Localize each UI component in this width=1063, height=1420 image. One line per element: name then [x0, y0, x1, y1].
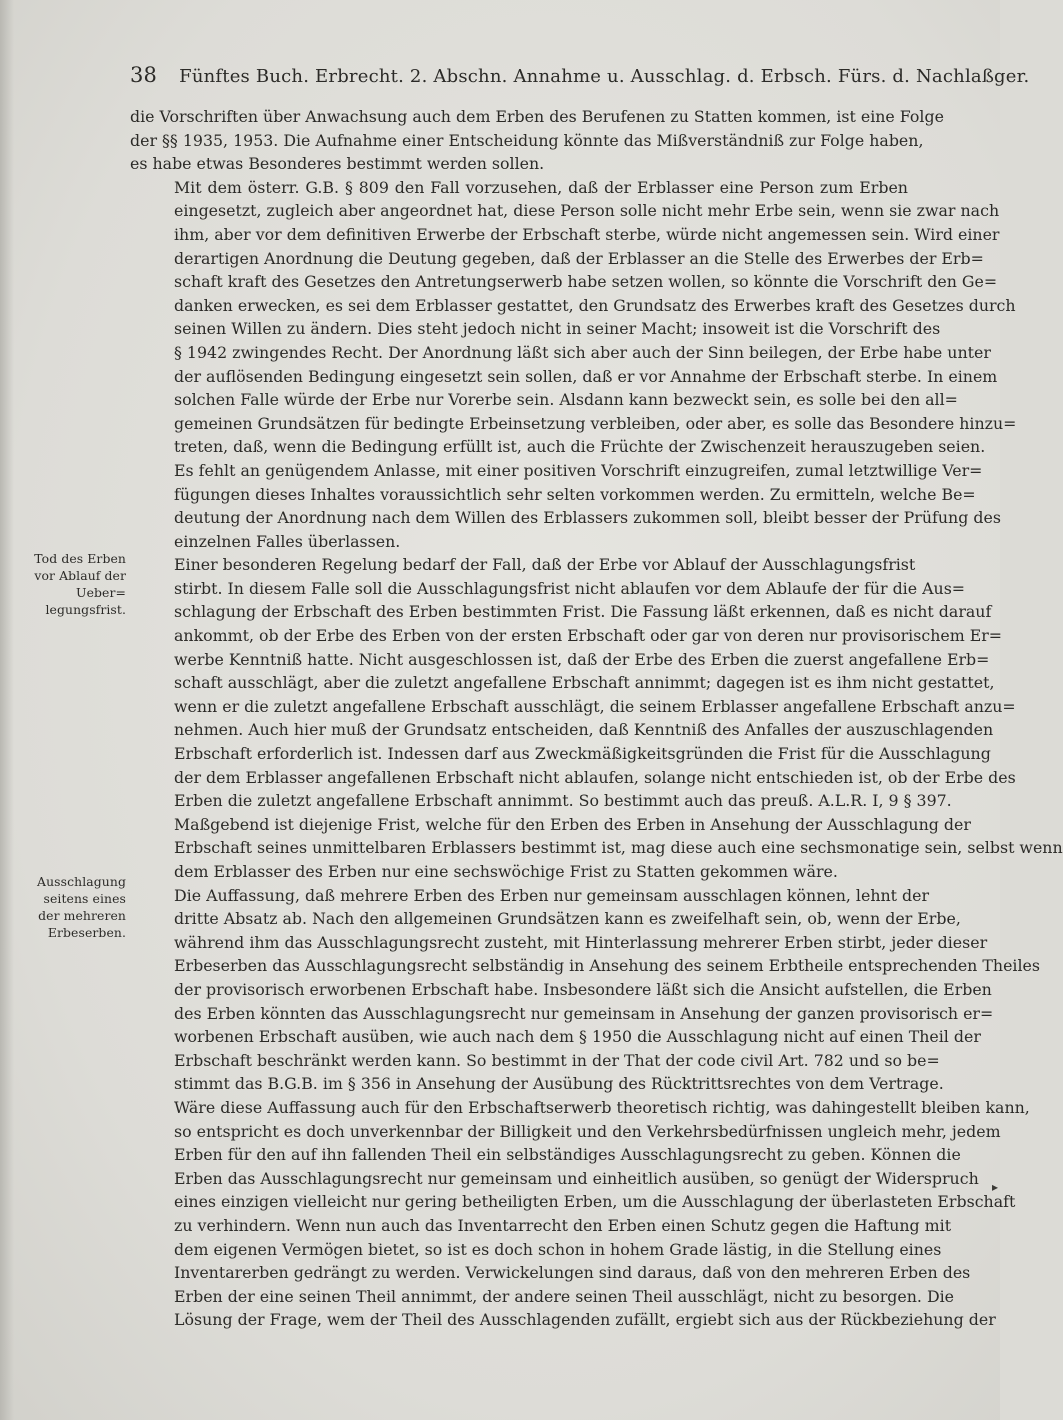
text-line: § 1942 zwingendes Recht. Der Anordnung läßt sich aber auch der Sinn beilegen, der Erbe habe unter	[174, 342, 991, 362]
text-line: Erbeserben das Ausschlagungsrecht selbständig in Ansehung des seinem Erbtheile entsprechenden Theiles	[174, 956, 1040, 976]
text-line: des Erben könnten das Ausschlagungsrecht nur gemeinsam in Ansehung der ganzen provisorisch er=	[174, 1003, 994, 1023]
text-line: Es fehlt an genügendem Anlasse, mit einer positiven Vorschrift einzugreifen, zumal letztwillige Ver=	[174, 460, 983, 480]
text-line: Erbschaft erforderlich ist. Indessen darf aus Zweckmäßigkeitsgründen die Frist für die Ausschlagung	[174, 744, 991, 764]
text-line: schlagung der Erbschaft des Erben bestimmten Frist. Die Fassung läßt erkennen, daß es nicht darauf	[174, 602, 992, 622]
text-line: der §§ 1935, 1953. Die Aufnahme einer Entscheidung könnte das Mißverständniß zur Folge haben,	[130, 130, 924, 150]
text-line: so entspricht es doch unverkennbar der Billigkeit und den Verkehrsbedürfnissen ungleich mehr, jedem	[174, 1121, 1001, 1141]
text-line: stirbt. In diesem Falle soll die Ausschlagungsfrist nicht ablaufen vor dem Ablaufe der für die Aus=	[174, 578, 966, 598]
margin-note-line: seitens eines	[43, 891, 126, 906]
text-line: treten, daß, wenn die Bedingung erfüllt ist, auch die Früchte der Zwischenzeit herauszugeben seien.	[174, 437, 986, 457]
text-line: wenn er die zuletzt angefallene Erbschaft ausschlägt, die seinem Erblasser angefallene Erbschaft anzu=	[174, 696, 1016, 716]
running-title: Fünftes Buch. Erbrecht. 2. Abschn. Annahme u. Ausschlag. d. Erbsch. Fürs. d. Nachlaßger.	[179, 66, 1030, 87]
text-line: Mit dem österr. G.B. § 809 den Fall vorzusehen, daß der Erblasser eine Person zum Erben	[174, 177, 908, 197]
paragraph	[130, 553, 1063, 883]
text-line: Inventarerben gedrängt zu werden. Verwickelungen sind daraus, daß von den mehreren Erben des	[174, 1263, 971, 1283]
text-line: Einer besonderen Regelung bedarf der Fall, daß der Erbe vor Ablauf der Ausschlagungsfrist	[174, 555, 916, 575]
margin-note-line: vor Ablauf der	[34, 568, 126, 583]
page-number: 38	[130, 63, 158, 87]
text-line: der provisorisch erworbenen Erbschaft habe. Insbesondere läßt sich die Ansicht aufstellen, die Erben	[174, 979, 992, 999]
text-line: Wäre diese Auffassung auch für den Erbschaftserwerb theoretisch richtig, was dahingestellt bleiben kann,	[174, 1097, 1030, 1117]
text-line: Erben das Ausschlagungsrecht nur gemeinsam und einheitlich ausüben, so genügt der Widerspruch	[174, 1168, 979, 1188]
text-line: danken erwecken, es sei dem Erblasser gestattet, den Grundsatz des Erwerbes kraft des Gesetzes durch	[174, 295, 1016, 315]
margin-note-line: Tod des Erben	[34, 551, 126, 566]
paragraph	[130, 105, 944, 176]
text-line: zu verhindern. Wenn nun auch das Inventarrecht den Erben einen Schutz gegen die Haftung mit	[174, 1215, 952, 1235]
text-line: Lösung der Frage, wem der Theil des Ausschlagenden zufällt, ergiebt sich aus der Rückbeziehung der	[174, 1310, 996, 1330]
text-line: Erbschaft beschränkt werden kann. So bestimmt in der That der code civil Art. 782 und so be=	[174, 1050, 940, 1070]
text-line: es habe etwas Besonderes bestimmt werden sollen.	[130, 154, 545, 174]
margin-note-line: der mehreren	[38, 908, 126, 923]
text-line: worbenen Erbschaft ausüben, wie auch nach dem § 1950 die Ausschlagung nicht auf einen Theil der	[174, 1027, 981, 1047]
margin-note-ausschlagung	[22, 873, 126, 941]
text-line: gemeinen Grundsätzen für bedingte Erbeinsetzung verbleiben, oder aber, es solle das Besondere hinzu=	[174, 413, 1017, 433]
page-edge-mark: ▸	[991, 1180, 998, 1194]
body-text	[130, 105, 1063, 1332]
paragraph	[130, 176, 1017, 554]
text-line: Erben für den auf ihn fallenden Theil ein selbständiges Ausschlagungsrecht zu geben. Können die	[174, 1145, 961, 1165]
margin-note-line: legungsfrist.	[45, 602, 126, 617]
margin-note-line: Erbeserben.	[47, 925, 126, 940]
text-line: der auflösenden Bedingung eingesetzt sein sollen, daß er vor Annahme der Erbschaft sterbe. In einem	[174, 366, 998, 386]
text-line: schaft kraft des Gesetzes den Antretungserwerb habe setzen wollen, so könnte die Vorschrift den Ge=	[174, 272, 998, 292]
text-line: deutung der Anordnung nach dem Willen des Erblassers zukommen soll, bleibt besser der Prüfung des	[174, 508, 1001, 528]
text-line: eingesetzt, zugleich aber angeordnet hat, diese Person solle nicht mehr Erbe sein, wenn sie zwar nach	[174, 201, 1000, 221]
text-line: Erbschaft seines unmittelbaren Erblassers bestimmt ist, mag diese auch eine sechsmonatige sein, selbst wenn	[174, 838, 1063, 858]
margin-note-tod-des-erben	[22, 550, 126, 618]
text-line: seinen Willen zu ändern. Dies steht jedoch nicht in seiner Macht; insoweit ist die Vorschrift des	[174, 319, 941, 339]
text-line: fügungen dieses Inhaltes voraussichtlich sehr selten vorkommen werden. Zu ermitteln, welche Be=	[174, 484, 976, 504]
text-line: Erben die zuletzt angefallene Erbschaft annimmt. So bestimmt auch das preuß. A.L.R. I, 9 § 397.	[174, 791, 952, 811]
text-line: nehmen. Auch hier muß der Grundsatz entscheiden, daß Kenntniß des Anfalles der auszuschlagenden	[174, 720, 994, 740]
text-line: dem eigenen Vermögen bietet, so ist es doch schon in hohem Grade lästig, in die Stellung eines	[174, 1239, 942, 1259]
text-line: während ihm das Ausschlagungsrecht zusteht, mit Hinterlassung mehrerer Erben stirbt, jeder dieser	[174, 932, 988, 952]
text-line: derartigen Anordnung die Deutung gegeben, daß der Erblasser an die Stelle des Erwerbes der Erb=	[174, 248, 984, 268]
text-line: solchen Falle würde der Erbe nur Vorerbe sein. Alsdann kann bezweckt sein, es solle bei den all=	[174, 390, 958, 410]
text-line: ankommt, ob der Erbe des Erben von der ersten Erbschaft oder gar von deren nur provisorischem Er=	[174, 626, 1003, 646]
text-line: dem Erblasser des Erben nur eine sechswöchige Frist zu Statten gekommen wäre.	[174, 862, 838, 881]
text-line: schaft ausschlägt, aber die zuletzt angefallene Erbschaft annimmt; dagegen ist es ihm nicht gestattet,	[174, 673, 995, 693]
text-line: eines einzigen vielleicht nur gering betheiligten Erben, um die Ausschlagung der überlasteten Erbschaft	[174, 1192, 1016, 1212]
text-line: die Vorschriften über Anwachsung auch dem Erben des Berufenen zu Statten kommen, ist eine Folge	[130, 107, 944, 126]
margin-note-line: Ueber=	[76, 585, 126, 600]
page-header	[130, 63, 1030, 93]
paragraph	[130, 884, 1040, 1332]
text-line: werbe Kenntniß hatte. Nicht ausgeschlossen ist, daß der Erbe des Erben die zuerst angefallene Erb=	[174, 649, 990, 669]
text-line: ihm, aber vor dem definitiven Erwerbe der Erbschaft sterbe, würde nicht angemessen sein. Wird einer	[174, 224, 1000, 244]
text-line: Erben der eine seinen Theil annimmt, der andere seinen Theil ausschlägt, nicht zu besorgen. Die	[174, 1286, 955, 1306]
text-line: dritte Absatz ab. Nach den allgemeinen Grundsätzen kann es zweifelhaft sein, ob, wenn der Erbe,	[174, 909, 961, 929]
text-line: stimmt das B.G.B. im § 356 in Ansehung der Ausübung des Rücktrittsrechtes von dem Vertrage.	[174, 1074, 944, 1094]
text-line: der dem Erblasser angefallenen Erbschaft nicht ablaufen, solange nicht entschieden ist, ob der Erbe des	[174, 767, 1016, 787]
text-line: Die Auffassung, daß mehrere Erben des Erben nur gemeinsam ausschlagen können, lehnt der	[174, 885, 930, 905]
text-line: einzelnen Falles überlassen.	[174, 531, 401, 551]
margin-note-line: Ausschlagung	[37, 874, 126, 889]
text-line: Maßgebend ist diejenige Frist, welche für den Erben des Erben in Ansehung der Ausschlagung der	[174, 814, 971, 834]
page-edge-shadow	[0, 0, 14, 1420]
